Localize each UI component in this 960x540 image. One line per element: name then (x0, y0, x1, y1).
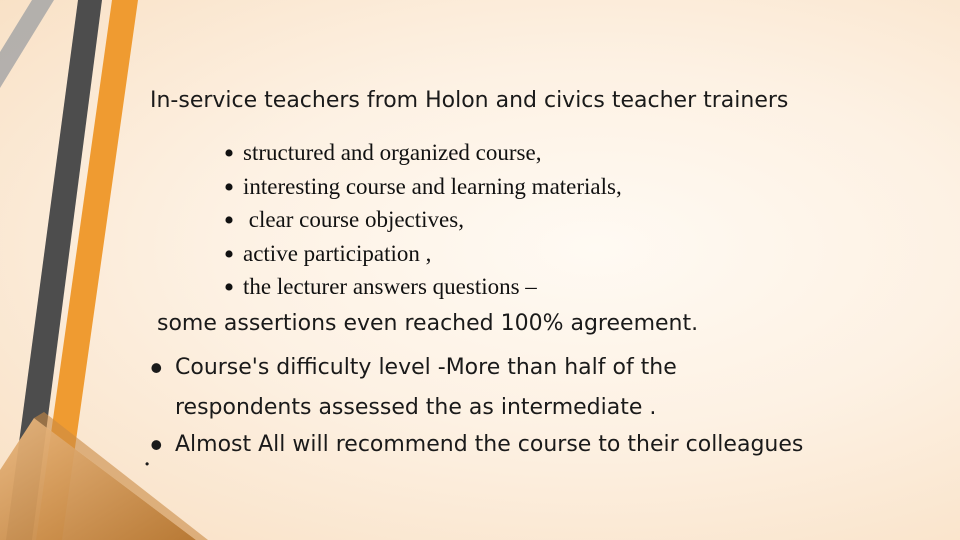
bullet-icon: • (223, 137, 235, 170)
light-gray-stripe (0, 0, 54, 88)
summary-text: some assertions even reached 100% agreement. (157, 311, 699, 336)
difficulty-text-continued: respondents assessed the as intermediate . (175, 395, 657, 420)
bullet-icon: • (223, 237, 235, 271)
bullet-icon: • (223, 204, 235, 238)
list-item (215, 270, 622, 304)
list-item-text: interesting course and learning materials, (243, 173, 622, 199)
bullet-icon: • (223, 170, 235, 204)
list-item (215, 203, 622, 237)
bullet-icon: • (150, 424, 163, 465)
empty-bullet-icon: • (145, 457, 150, 471)
list-item-text: structured and organized course, (243, 140, 542, 165)
bullet-icon: • (150, 347, 163, 388)
list-item-text: the lecturer answers questions – (243, 274, 537, 300)
list-item-text: clear course objectives, (243, 207, 464, 233)
difficulty-text: Course's difficulty level -More than half of the (175, 355, 677, 380)
list-item (215, 237, 622, 271)
bullet-icon: • (223, 271, 235, 305)
list-item (215, 170, 622, 204)
slide-title: In-service teachers from Holon and civics teacher trainers (150, 88, 789, 113)
brown-corner (0, 418, 196, 540)
feedback-list (215, 136, 622, 304)
list-item-text: active participation , (243, 240, 432, 266)
list-item (215, 136, 622, 170)
recommendation-text: Almost All will recommend the course to their colleagues (175, 432, 804, 457)
